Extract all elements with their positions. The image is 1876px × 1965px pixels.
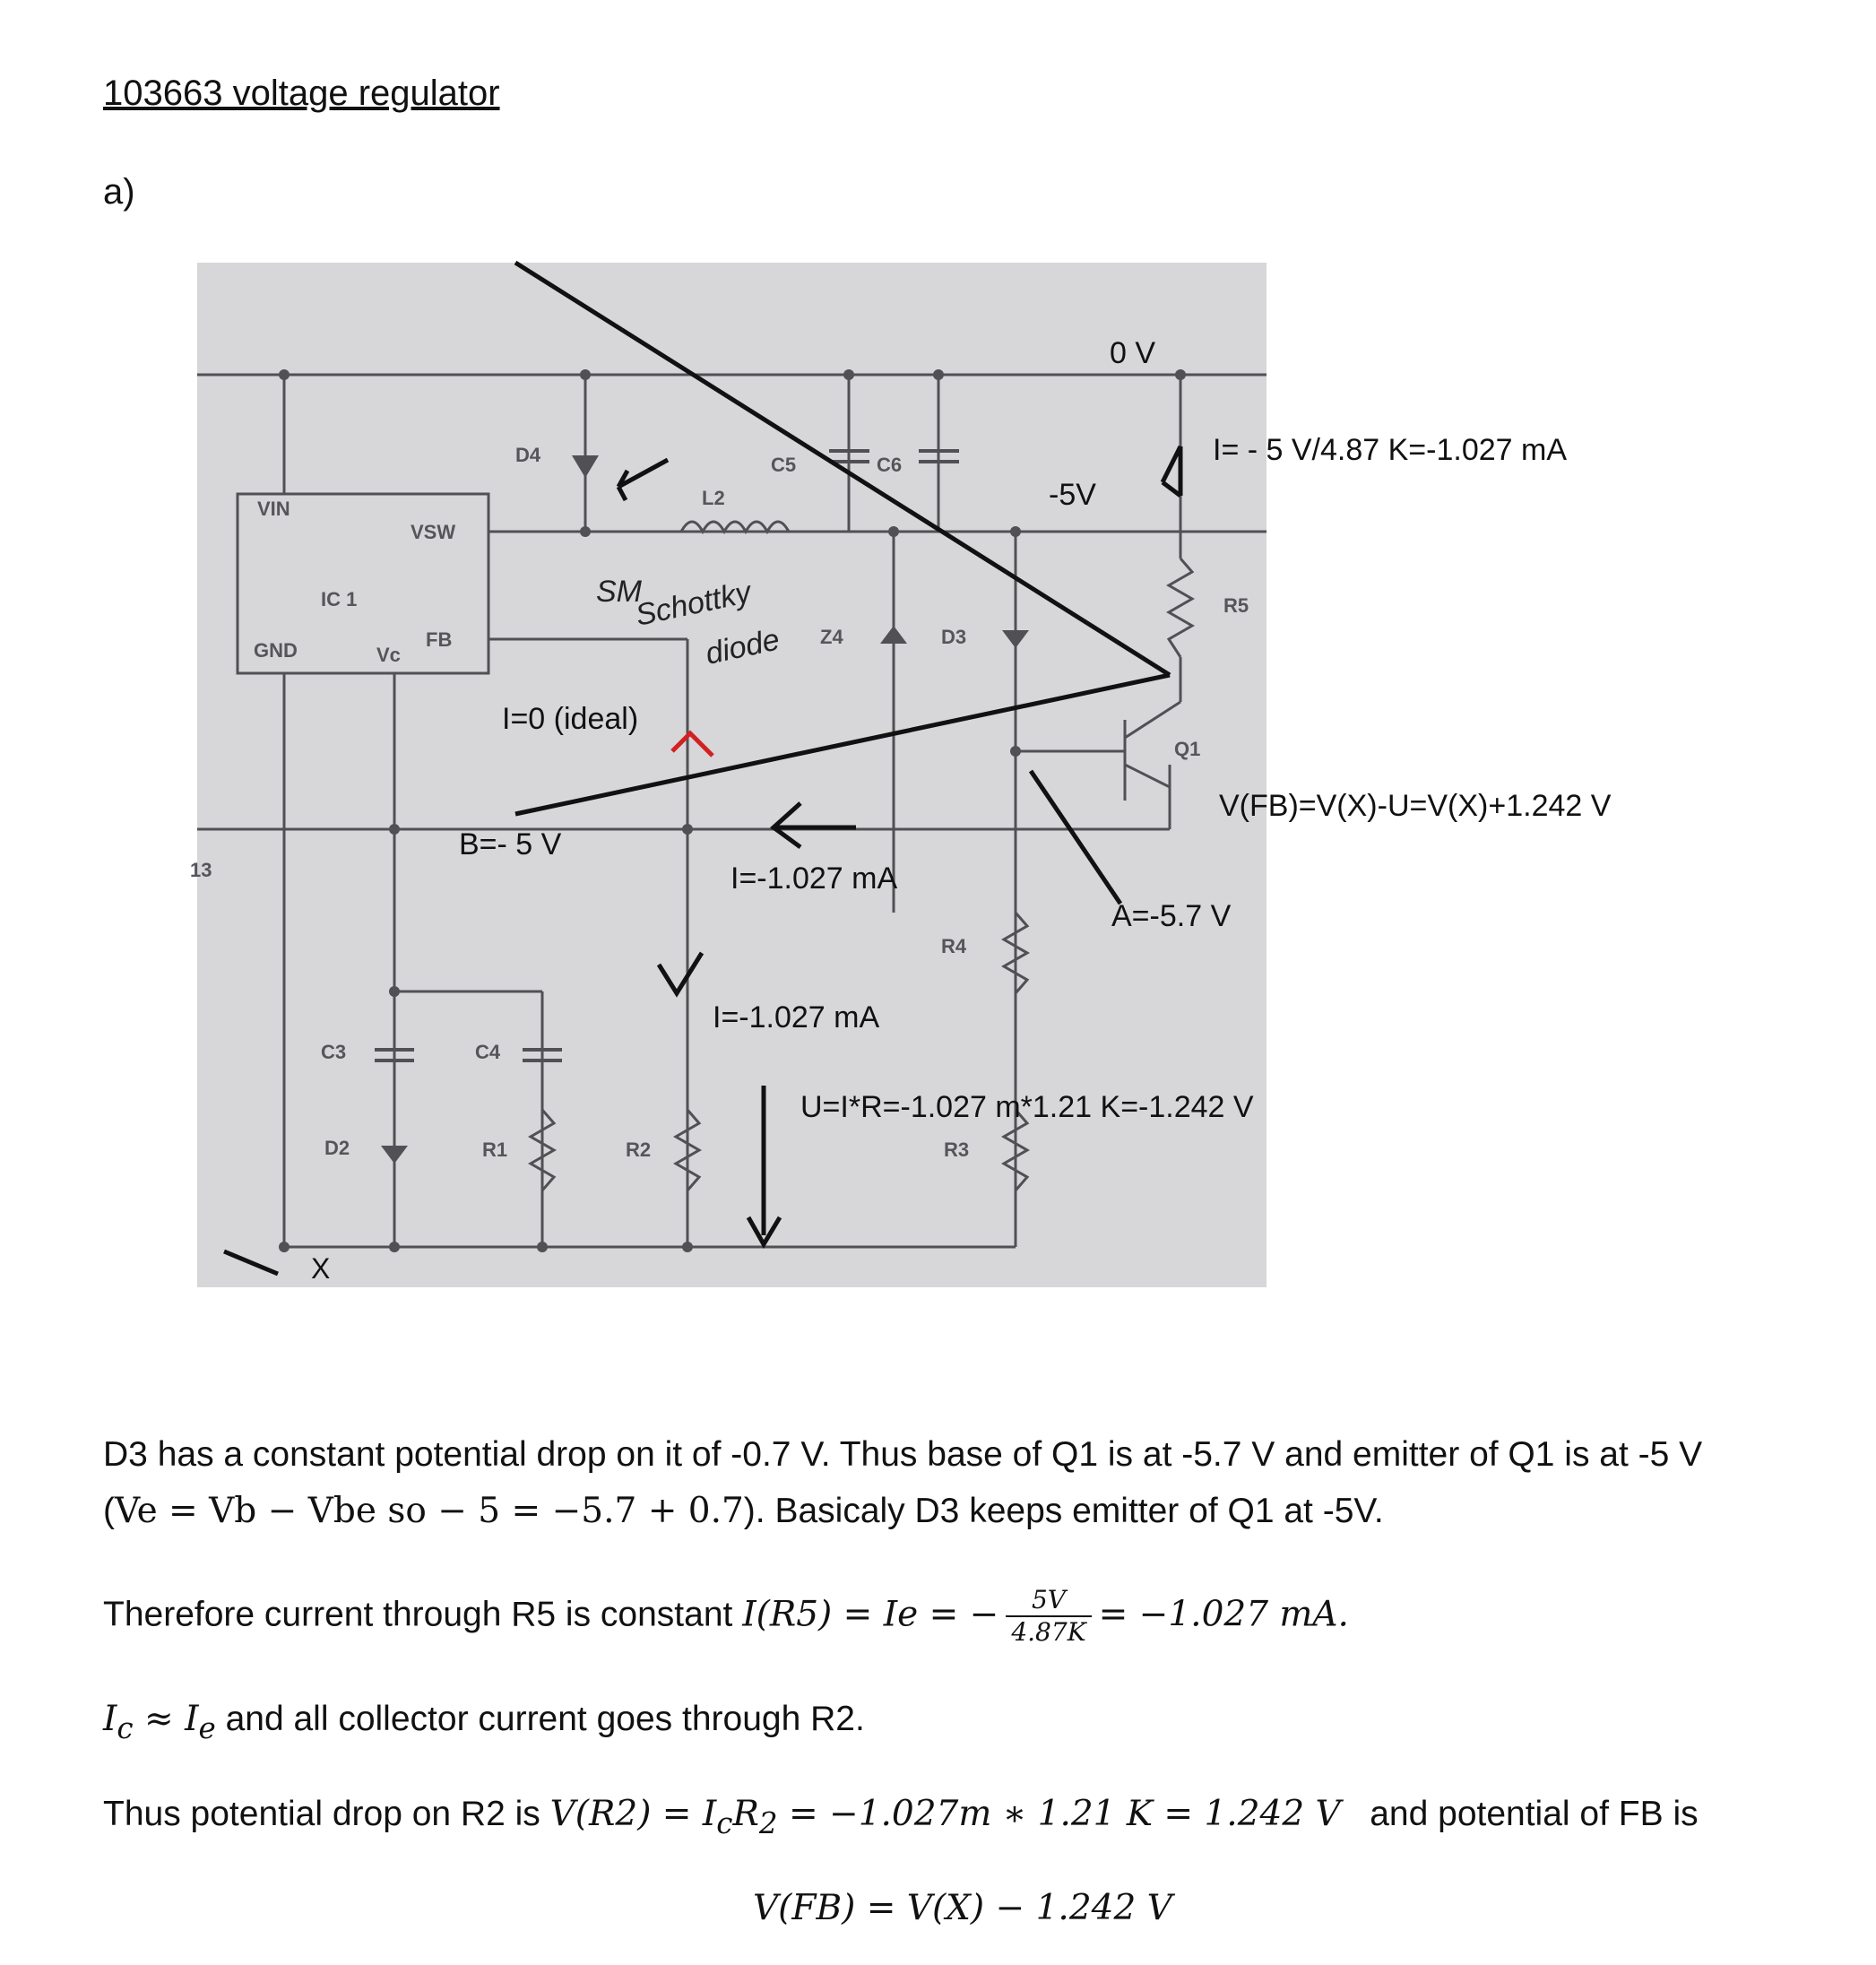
label-fb: FB <box>426 628 453 651</box>
equation-r5-current: I(R5) = Ie = − <box>742 1594 999 1635</box>
label-l2: L2 <box>702 487 725 509</box>
label-r5: R5 <box>1223 594 1249 617</box>
label-edge-13: 13 <box>190 859 212 881</box>
label-r1: R1 <box>482 1138 508 1161</box>
page-title: 103663 voltage regulator <box>103 74 500 113</box>
annot-r5-current: I= - 5 V/4.87 K=-1.027 mA <box>1213 433 1568 467</box>
handwritten-sm: SM <box>596 575 642 609</box>
annot-a-node: A=-5.7 V <box>1111 899 1232 933</box>
label-gnd: GND <box>254 639 298 662</box>
label-c4: C4 <box>475 1041 501 1063</box>
label-r2: R2 <box>626 1138 652 1161</box>
label-c5: C5 <box>771 454 797 476</box>
handwritten-diode: diode <box>702 622 783 671</box>
label-d4: D4 <box>515 444 541 466</box>
paragraph-4: Thus potential drop on R2 is $V(R2) = I_cR_2 = -1.027m$ ∗ 1.21 K = 1.242 V and potential of FB is <box>103 1794 1699 1840</box>
label-vsw: VSW <box>411 521 456 543</box>
annot-fb-current: I=0 (ideal) <box>502 702 639 736</box>
annot-b-node: B=- 5 V <box>459 827 562 861</box>
circuit-schematic <box>190 263 1676 1294</box>
fraction-5v-over-4-87k: $\frac{5V}{4.87K}$ <box>1006 1585 1091 1648</box>
annot-vfb-formula: V(FB)=V(X)-U=V(X)+1.242 V <box>1219 789 1612 823</box>
part-label: a) <box>103 172 135 212</box>
label-d3: D3 <box>941 626 967 648</box>
annot-zero-v: 0 V <box>1110 336 1156 370</box>
label-q1: Q1 <box>1174 738 1201 760</box>
label-c3: C3 <box>321 1041 347 1063</box>
paragraph-1-line-1: D3 has a constant potential drop on it of -0.7 V. Thus base of Q1 is at -5.7 V and emitter of Q1 is at -5 V <box>103 1435 1703 1474</box>
label-ic: IC 1 <box>321 588 358 610</box>
handwritten-schottky: Schottky <box>632 575 755 633</box>
label-r4: R4 <box>941 935 967 957</box>
label-vin: VIN <box>257 498 290 520</box>
annot-ground-x: X <box>311 1252 331 1285</box>
annot-i-branch-2: I=-1.027 mA <box>713 1000 880 1034</box>
equation-emitter: Ve = Vb − Vbe so − 5 = −5.7 + 0.7 <box>115 1491 744 1531</box>
label-vc: Vc <box>376 644 401 666</box>
annot-u-formula: U=I*R=-1.027 m*1.21 K=-1.242 V <box>800 1090 1254 1124</box>
label-c6: C6 <box>877 454 903 476</box>
paragraph-1-line-2: (Ve = Vb − Vbe so − 5 = −5.7 + 0.7). Basicaly D3 keeps emitter of Q1 at -5V. <box>103 1491 1384 1531</box>
label-z4: Z4 <box>820 626 843 648</box>
annot-minus-5v: -5V <box>1049 478 1096 512</box>
paragraph-3: $I_c \approx I_e$ and all collector current goes through R2. <box>103 1699 865 1745</box>
annot-i-branch-1: I=-1.027 mA <box>731 861 898 896</box>
paragraph-2: Therefore current through R5 is constant I(R5) = Ie = − $\frac{5V}{4.87K}$ = −1.027 mA. <box>103 1585 1349 1647</box>
equation-vfb: V(FB) = V(X) − 1.242 V <box>753 1888 1172 1928</box>
label-r3: R3 <box>944 1138 970 1161</box>
label-d2: D2 <box>324 1137 350 1159</box>
